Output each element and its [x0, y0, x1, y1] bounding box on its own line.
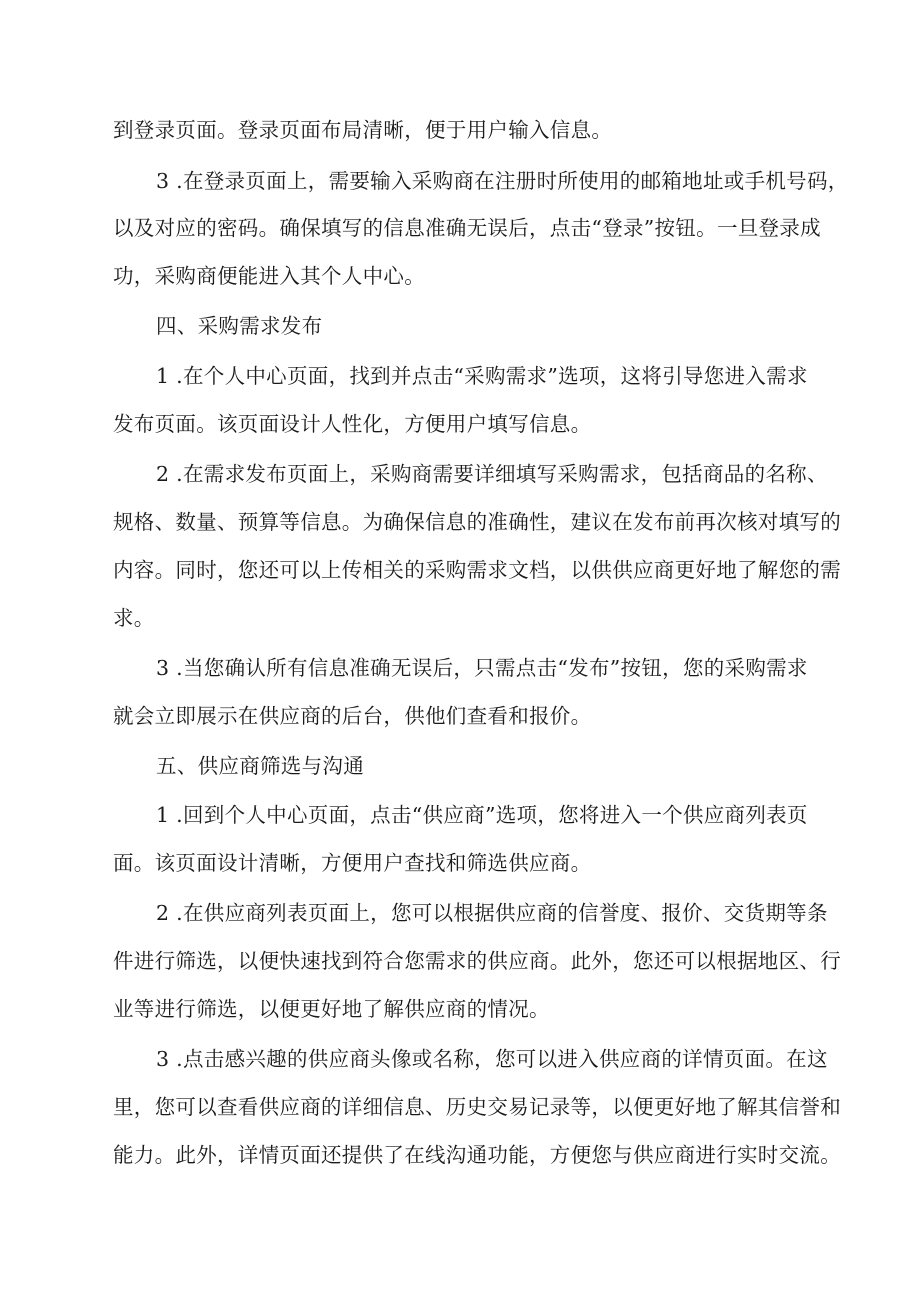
paragraph-line: 3 .点击感兴趣的供应商头像或名称，您可以进入供应商的详情页面。在这 [156, 1047, 828, 1071]
paragraph-line: 2 .在需求发布页面上，采购商需要详细填写采购需求，包括商品的名称、 [156, 462, 828, 486]
paragraph-line: 规格、数量、预算等信息。为确保信息的准确性，建议在发布前再次核对填写的 [113, 510, 841, 534]
paragraph-line: 就会立即展示在供应商的后台，供他们查看和报价。 [113, 704, 592, 728]
paragraph-line: 能力。此外，详情页面还提供了在线沟通功能，方便您与供应商进行实时交流。 [113, 1143, 841, 1167]
paragraph-line: 发布页面。该页面设计人性化，方便用户填写信息。 [113, 412, 592, 436]
paragraph-line: 3 .当您确认所有信息准确无误后，只需点击“发布”按钮，您的采购需求 [156, 656, 808, 680]
paragraph-line: 以及对应的密码。确保填写的信息准确无误后，点击“登录”按钮。一旦登录成 [113, 216, 821, 240]
paragraph-line: 里，您可以查看供应商的详细信息、历史交易记录等，以便更好地了解其信誉和 [113, 1095, 841, 1119]
paragraph-line: 1 .在个人中心页面，找到并点击“采购需求”选项，这将引导您进入需求 [156, 364, 808, 388]
section-heading: 五、供应商筛选与沟通 [156, 754, 364, 778]
paragraph-line: 面。该页面设计清晰，方便用户查找和筛选供应商。 [113, 851, 592, 875]
paragraph-line: 求。 [113, 606, 155, 630]
paragraph-line: 2 .在供应商列表页面上，您可以根据供应商的信誉度、报价、交货期等条 [156, 901, 828, 925]
paragraph-line: 3 .在登录页面上，需要输入采购商在注册时所使用的邮箱地址或手机号码， [156, 169, 849, 193]
paragraph-line: 业等进行筛选，以便更好地了解供应商的情况。 [113, 997, 550, 1021]
paragraph-line: 到登录页面。登录页面布局清晰，便于用户输入信息。 [113, 118, 613, 142]
paragraph-line: 件进行筛选，以便快速找到符合您需求的供应商。此外，您还可以根据地区、行 [113, 949, 841, 973]
section-heading: 四、采购需求发布 [156, 314, 323, 338]
paragraph-line: 1 .回到个人中心页面，点击“供应商”选项，您将进入一个供应商列表页 [156, 803, 808, 827]
paragraph-line: 内容。同时，您还可以上传相关的采购需求文档，以供供应商更好地了解您的需 [113, 558, 841, 582]
paragraph-line: 功，采购商便能进入其个人中心。 [113, 264, 425, 288]
